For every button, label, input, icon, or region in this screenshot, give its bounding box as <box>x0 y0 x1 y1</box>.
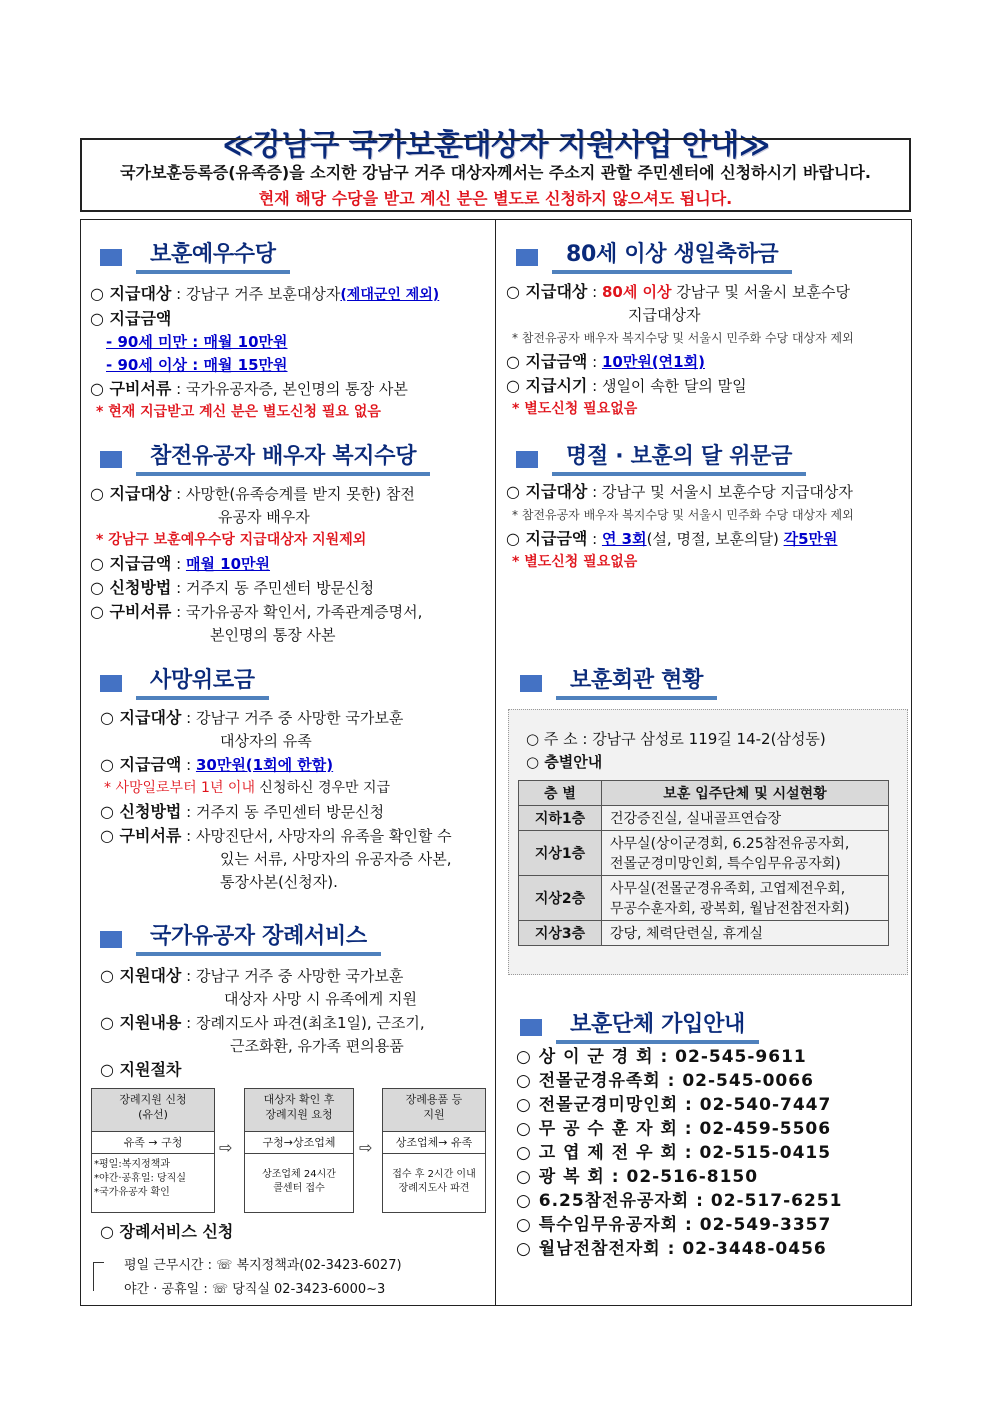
funeral-apply: ○ 장례서비스 신청 <box>100 1222 234 1241</box>
section-title: 명절 · 보훈의 달 위문금 <box>552 442 806 476</box>
list-item: ○ 6.25참전유공자회 : 02-517-6251 <box>516 1191 843 1211</box>
section-title: 보훈단체 가입안내 <box>556 1010 759 1044</box>
bracket-line <box>93 1262 104 1291</box>
section-body: ○ 지급대상 : 강남구 거주 중 사망한 국가보훈 대상자의 유족 ○ 지급금액 : 30만원(1회에 한함) * 사망일로부터 1년 이내 신청하신 경우만 지급 ○ 신청방법 : 거주지 동 주민센터 방문신청 ○ 구비서류 : 사망진단서, 사망자의 유족을 확인할 수 있는 서류, 사망자의 유공자증 사본, 통장사본(신청자). <box>100 708 452 891</box>
list-item: ○ 고 엽 제 전 우 회 : 02-515-0415 <box>516 1143 832 1163</box>
list-item: ○ 월남전참전자회 : 02-3448-0456 <box>516 1239 827 1259</box>
section-heading-veteran-allowance <box>100 240 290 274</box>
square-bullet-icon <box>100 249 122 266</box>
flow-step-1: 장례지원 신청 (유선) 유족 → 구청 *평일:복지정책과 *야간·공휴일: 당직실 *국가유공자 확인 <box>91 1088 215 1213</box>
square-bullet-icon <box>100 675 122 692</box>
list-item: ○ 전몰군경미망인회 : 02-540-7447 <box>516 1095 832 1115</box>
table-row: 지상2층 사무실(전몰군경유족회, 고엽제전우회, 무공수훈자회, 광복회, 월남전참전자회) <box>519 876 889 921</box>
section-heading-org-join <box>520 1010 759 1044</box>
section-title: 보훈예우수당 <box>136 240 290 274</box>
list-item: ○ 상 이 군 경 회 : 02-545-9611 <box>516 1047 807 1067</box>
section-heading-condolence-money <box>100 666 269 700</box>
flow-step-2: 대상자 확인 후 장례지원 요청 구청→상조업체 상조업체 24시간 콜센터 접수 <box>244 1088 354 1213</box>
section-body: ○ 지급대상 : 사망한(유족승계를 받지 못한) 참전 유공자 배우자 * 강남구 보훈예우수당 지급대상자 지원제외 ○ 지급금액 : 매월 10만원 ○ 신청방법 : 거주지 동 주민센터 방문신청 ○ 구비서류 : 국가유공자 확인서, 가족관계증명서, 본인명의 통장 사본 <box>90 484 423 644</box>
square-bullet-icon <box>516 249 538 266</box>
section-title: 80세 이상 생일축하금 <box>552 240 792 274</box>
section-body: ○ 지급대상 : 강남구 및 서울시 보훈수당 지급대상자 * 참전유공자 배우자 복지수당 및 서울시 민주화 수당 대상자 제외 ○ 지급금액 : 연 3회(설, 명절, 보훈의달) 각5만원 * 별도신청 필요없음 <box>506 482 854 570</box>
holiday-contact: 야간 · 공휴일 : ☏ 당직실 02-3423-6000~3 <box>124 1282 386 1297</box>
column-divider <box>495 219 496 1306</box>
table-header-row: 층 별 보훈 입주단체 및 시설현황 <box>519 781 889 806</box>
section-body: ○ 지급대상 : 80세 이상 강남구 및 서울시 보훈수당 지급대상자 * 참전유공자 배우자 복지수당 및 서울시 민주화 수당 대상자 제외 ○ 지급금액 : 10만원(연1회) ○ 지급시기 : 생일이 속한 달의 말일 * 별도신청 필요없음 <box>506 282 854 417</box>
header-notice-red: 현재 해당 수당을 받고 계신 분은 별도로 신청하지 않으셔도 됩니다. <box>258 189 733 208</box>
flow-step-3: 장례용품 등 지원 상조업체→ 유족 접수 후 2시간 이내 장례지도사 파견 <box>382 1088 486 1213</box>
header-notice: 국가보훈등록증(유족증)을 소지한 강남구 거주 대상자께서는 주소지 관할 주민센터에 신청하시기 바랍니다. <box>120 163 871 182</box>
hall-info: ○ 주 소 : 강남구 삼성로 119길 14-2(삼성동) ○ 층별안내 <box>526 730 826 771</box>
arrow-right-icon: ⇨ <box>359 1138 373 1157</box>
section-heading-birthday-money <box>516 240 792 274</box>
floor-table <box>518 780 889 946</box>
section-title: 보훈회관 현황 <box>556 666 717 700</box>
square-bullet-icon <box>100 931 122 948</box>
section-heading-funeral-service <box>100 922 381 956</box>
page-title: ≪강남구 국가보훈대상자 지원사업 안내≫ <box>222 128 770 163</box>
square-bullet-icon <box>520 675 542 692</box>
table-row: 지상3층 강당, 체력단련실, 휴게실 <box>519 921 889 946</box>
square-bullet-icon <box>516 451 538 468</box>
section-title: 사망위로금 <box>136 666 269 700</box>
weekday-contact: 평일 근무시간 : ☏ 복지정책과(02-3423-6027) <box>124 1258 402 1273</box>
table-row: 지하1층 건강증진실, 실내골프연습장 <box>519 806 889 831</box>
section-heading-holiday-money <box>516 442 806 476</box>
section-title: 참전유공자 배우자 복지수당 <box>136 442 430 476</box>
list-item: ○ 전몰군경유족회 : 02-545-0066 <box>516 1071 814 1091</box>
arrow-right-icon: ⇨ <box>219 1138 233 1157</box>
list-item: ○ 광 복 회 : 02-516-8150 <box>516 1167 759 1187</box>
floor-table-wrap <box>518 780 889 946</box>
square-bullet-icon <box>520 1019 542 1036</box>
section-heading-hall-status <box>520 666 717 700</box>
list-item: ○ 특수임무유공자회 : 02-549-3357 <box>516 1215 832 1235</box>
section-heading-spouse-allowance <box>100 442 430 476</box>
list-item: ○ 무 공 수 훈 자 회 : 02-459-5506 <box>516 1119 832 1139</box>
section-body: ○ 지급대상 : 강남구 거주 보훈대상자(제대군인 제외) ○ 지급금액 - 90세 미만 : 매월 10만원 - 90세 이상 : 매월 15만원 ○ 구비서류 : 국가유공자증, 본인명의 통장 사본 * 현재 지급받고 계신 분은 별도신청 필요 없음 <box>90 284 440 420</box>
table-row: 지상1층 사무실(상이군경회, 6.25참전유공자회, 전몰군경미망인회, 특수임무유공자회) <box>519 831 889 876</box>
section-body: ○ 지원대상 : 강남구 거주 중 사망한 국가보훈 대상자 사망 시 유족에게 지원 ○ 지원내용 : 장례지도사 파견(최초1일), 근조기, 근조화환, 유가족 편의용품 ○ 지원절차 <box>100 966 425 1079</box>
org-list <box>516 1045 842 1261</box>
square-bullet-icon <box>100 451 122 468</box>
section-title: 국가유공자 장례서비스 <box>136 922 381 956</box>
